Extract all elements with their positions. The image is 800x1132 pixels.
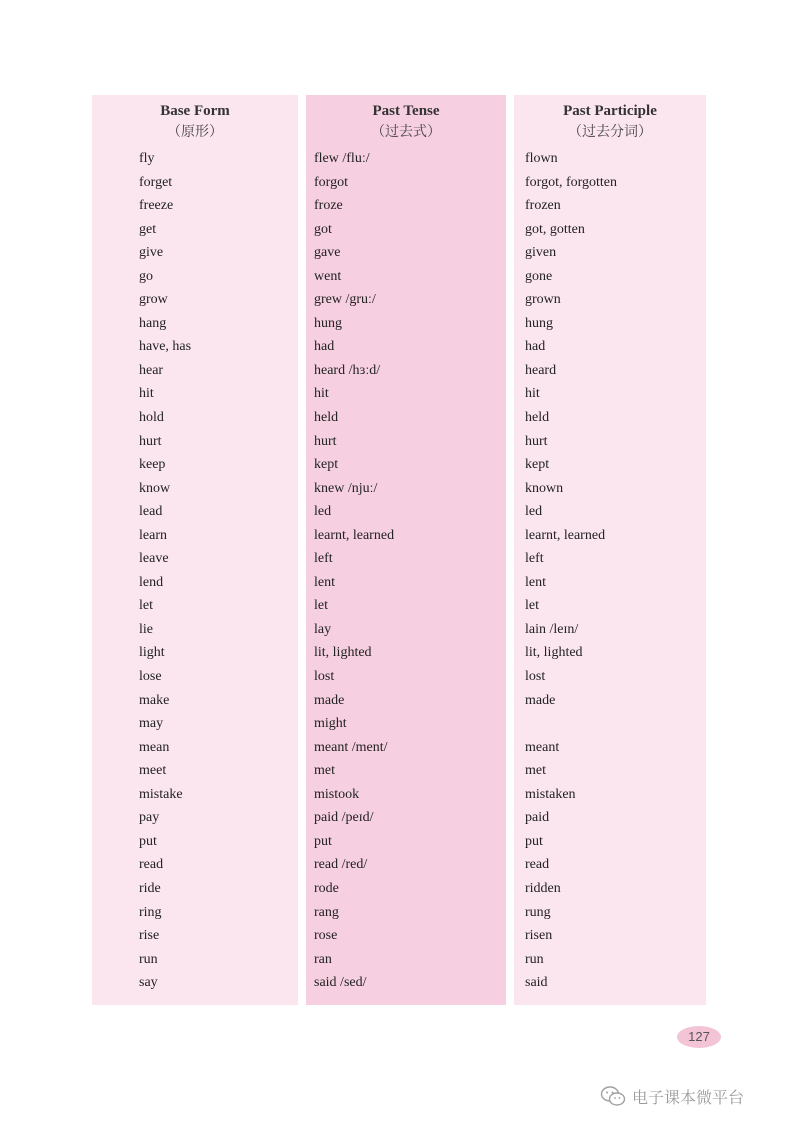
past-participle-item: lit, lighted	[525, 645, 583, 661]
past-tense-item: forgot	[314, 174, 348, 190]
past-tense-item: made	[314, 692, 345, 708]
base-forms-item: go	[139, 268, 153, 284]
past-tense-item: lost	[314, 669, 335, 685]
base-forms-item: rise	[139, 928, 160, 944]
past-participle-item: risen	[525, 928, 553, 944]
base-forms-item: pay	[139, 810, 160, 826]
past-tense-item: grew /gruː/	[314, 292, 376, 308]
base-form-column	[92, 95, 298, 1005]
wechat-icon	[600, 1085, 626, 1107]
past-participle-item: had	[525, 339, 546, 355]
past-participle-item: met	[525, 763, 546, 779]
base-forms-item: hit	[139, 386, 154, 402]
past-tense-item: met	[314, 763, 335, 779]
base-forms-item: read	[139, 857, 164, 873]
past-participle-item: learnt, learned	[525, 527, 606, 543]
past-participle-list	[514, 147, 706, 995]
past-tense-list	[306, 147, 506, 995]
past-tense-item: froze	[314, 198, 343, 214]
past-participle-item: got, gotten	[525, 221, 585, 237]
past-participle-item: ridden	[525, 880, 561, 896]
past-tense-column	[306, 95, 506, 1005]
base-forms-item: put	[139, 833, 157, 849]
past-participle-item: made	[525, 692, 556, 708]
base-forms-item: have, has	[139, 339, 192, 355]
past-participle-item	[514, 712, 706, 736]
past-participle-title: Past Participle	[563, 103, 657, 119]
past-participle-item: hurt	[525, 433, 548, 449]
past-participle-item: held	[525, 410, 550, 426]
base-form-list	[92, 147, 298, 995]
base-forms-item: learn	[139, 527, 167, 543]
base-forms-item: say	[139, 975, 158, 991]
base-forms-item: lose	[139, 669, 162, 685]
base-form-subtitle: （原形）	[167, 124, 223, 140]
past-tense-item: paid /peɪd/	[314, 810, 374, 826]
past-participle-item: put	[525, 833, 543, 849]
base-forms-item: mistake	[139, 786, 183, 802]
past-tense-item: held	[314, 410, 339, 426]
past-participle-item: said	[525, 975, 548, 991]
past-participle-item: flown	[525, 151, 558, 166]
base-forms-item: run	[139, 951, 158, 967]
base-forms-item: ring	[139, 904, 162, 920]
base-forms-item: mean	[139, 739, 170, 755]
base-forms-item: ride	[139, 880, 161, 896]
past-participle-header	[514, 101, 706, 143]
past-participle-item: paid	[525, 810, 550, 826]
past-tense-item: heard /hɜːd/	[314, 362, 381, 378]
past-tense-item: put	[314, 833, 332, 849]
watermark	[600, 1082, 744, 1110]
watermark-text: 电子课本微平台	[632, 1087, 745, 1107]
past-tense-item: rode	[314, 880, 339, 896]
past-tense-item: lay	[314, 621, 332, 637]
past-tense-item: kept	[314, 457, 339, 473]
past-participle-column	[514, 95, 706, 1005]
past-tense-item: said /sed/	[314, 975, 367, 991]
base-forms-item: may	[139, 716, 164, 732]
past-tense-item: might	[314, 716, 347, 732]
base-forms-item: hang	[139, 315, 167, 331]
base-forms-item: freeze	[139, 198, 174, 214]
past-tense-item: got	[314, 221, 332, 237]
past-tense-item: hit	[314, 386, 329, 402]
past-participle-item: kept	[525, 457, 550, 473]
past-tense-item: lit, lighted	[314, 645, 372, 661]
past-participle-item: read	[525, 857, 550, 873]
past-participle-item: forgot, forgotten	[525, 174, 618, 190]
past-participle-item: gone	[525, 268, 553, 284]
base-forms-item: meet	[139, 763, 167, 779]
past-participle-item: left	[525, 551, 544, 567]
past-participle-item: grown	[525, 292, 561, 308]
base-forms-item: lie	[139, 621, 153, 637]
past-participle-item: lost	[525, 669, 546, 685]
past-tense-item: ran	[314, 951, 332, 967]
past-tense-item: rang	[314, 904, 339, 920]
past-tense-item: left	[314, 551, 333, 567]
base-forms-item: forget	[139, 174, 173, 190]
base-form-title: Base Form	[160, 103, 230, 119]
past-tense-item: meant /ment/	[314, 739, 388, 755]
past-tense-item: rose	[314, 928, 338, 944]
base-forms-item: keep	[139, 457, 166, 473]
base-forms-item: lead	[139, 504, 163, 520]
base-forms-item: hear	[139, 362, 164, 378]
base-forms-item: get	[139, 221, 157, 237]
past-tense-item: learnt, learned	[314, 527, 395, 543]
past-tense-item: had	[314, 339, 335, 355]
past-participle-item: lent	[525, 574, 546, 590]
past-participle-subtitle: （过去分词）	[568, 124, 652, 140]
past-tense-item: read /red/	[314, 857, 368, 873]
base-forms-item: let	[139, 598, 153, 614]
past-participle-item: frozen	[525, 198, 561, 214]
past-participle-item: heard	[525, 362, 557, 378]
past-tense-item: hung	[314, 315, 342, 331]
past-participle-item: known	[525, 480, 564, 496]
past-tense-item: gave	[314, 245, 341, 261]
past-participle-item: hung	[525, 315, 553, 331]
past-tense-title: Past Tense	[372, 103, 440, 119]
base-forms-item: light	[139, 645, 165, 661]
base-forms-item: hold	[139, 410, 164, 426]
base-forms-item: leave	[139, 551, 169, 567]
past-tense-header	[306, 101, 506, 143]
past-tense-item: let	[314, 598, 328, 614]
base-form-header	[92, 101, 298, 143]
past-participle-item: run	[525, 951, 544, 967]
base-forms-item: hurt	[139, 433, 162, 449]
past-participle-item: hit	[525, 386, 540, 402]
past-tense-item: flew /fluː/	[314, 151, 370, 166]
past-participle-item: given	[525, 245, 557, 261]
past-tense-item: hurt	[314, 433, 337, 449]
past-tense-item: knew /njuː/	[314, 480, 378, 496]
base-forms-item: give	[139, 245, 164, 261]
base-forms-item: fly	[139, 151, 155, 166]
page-number: 127	[677, 1026, 721, 1048]
base-forms-item: lend	[139, 574, 164, 590]
past-tense-item: mistook	[314, 786, 360, 802]
past-participle-item: let	[525, 598, 539, 614]
base-forms-item: grow	[139, 292, 168, 308]
past-tense-item: went	[314, 268, 342, 284]
past-participle-item: lain /leɪn/	[525, 621, 579, 637]
past-tense-subtitle: （过去式）	[371, 124, 441, 140]
past-participle-item: led	[525, 504, 543, 520]
past-tense-item: led	[314, 504, 332, 520]
past-participle-item: mistaken	[525, 786, 576, 802]
past-tense-item: lent	[314, 574, 335, 590]
base-forms-item: make	[139, 692, 170, 708]
base-forms-item: know	[139, 480, 171, 496]
past-participle-item: rung	[525, 904, 551, 920]
past-participle-item: meant	[525, 739, 560, 755]
